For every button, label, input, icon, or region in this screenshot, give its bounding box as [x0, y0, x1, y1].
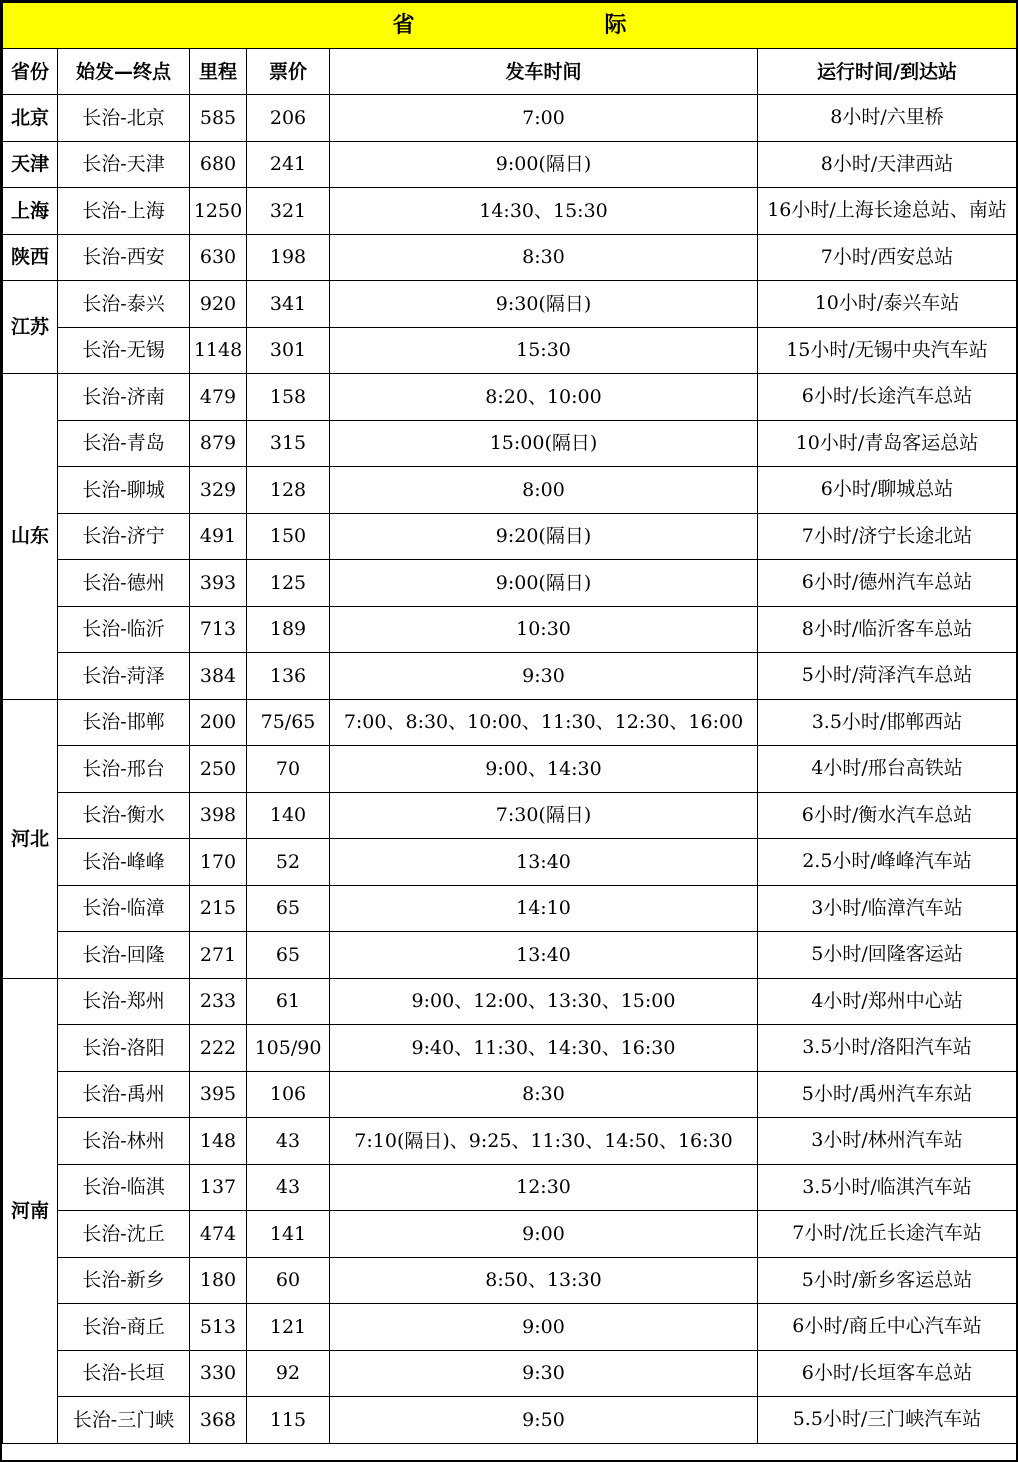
schedule-body	[3, 3, 1017, 1444]
distance-cell: 330	[190, 1350, 247, 1397]
duration-cell: 7小时/济宁长途北站	[758, 513, 1017, 560]
price-cell: 61	[247, 978, 330, 1025]
distance-cell: 713	[190, 606, 247, 653]
price-cell: 140	[247, 792, 330, 839]
departure-cell: 15:00(隔日)	[330, 420, 758, 467]
distance-cell: 148	[190, 1118, 247, 1165]
table-row	[3, 327, 1017, 374]
route-cell: 长治-三门峡	[58, 1397, 190, 1444]
price-cell: 128	[247, 467, 330, 514]
province-cell: 江苏	[3, 281, 58, 374]
table-row	[3, 746, 1017, 793]
route-cell: 长治-北京	[58, 95, 190, 142]
departure-cell: 9:50	[330, 1397, 758, 1444]
duration-cell: 2.5小时/峰峰汽车站	[758, 839, 1017, 886]
price-cell: 315	[247, 420, 330, 467]
departure-cell: 9:00	[330, 1304, 758, 1351]
route-cell: 长治-西安	[58, 234, 190, 281]
duration-cell: 5小时/新乡客运总站	[758, 1257, 1017, 1304]
table-row	[3, 699, 1017, 746]
table-row	[3, 606, 1017, 653]
departure-cell: 7:10(隔日)、9:25、11:30、14:50、16:30	[330, 1118, 758, 1165]
distance-cell: 513	[190, 1304, 247, 1351]
distance-cell: 384	[190, 653, 247, 700]
distance-cell: 250	[190, 746, 247, 793]
province-cell: 河北	[3, 699, 58, 978]
departure-cell: 7:00	[330, 95, 758, 142]
route-cell: 长治-济南	[58, 374, 190, 421]
price-cell: 75/65	[247, 699, 330, 746]
price-cell: 125	[247, 560, 330, 607]
route-cell: 长治-郑州	[58, 978, 190, 1025]
table-row	[3, 141, 1017, 188]
duration-cell: 8小时/六里桥	[758, 95, 1017, 142]
price-cell: 52	[247, 839, 330, 886]
table-row	[3, 885, 1017, 932]
departure-cell: 9:00(隔日)	[330, 560, 758, 607]
route-cell: 长治-上海	[58, 188, 190, 235]
table-row	[3, 1304, 1017, 1351]
distance-cell: 879	[190, 420, 247, 467]
departure-cell: 8:20、10:00	[330, 374, 758, 421]
header-province: 省份	[3, 49, 58, 95]
price-cell: 241	[247, 141, 330, 188]
duration-cell: 5.5小时/三门峡汽车站	[758, 1397, 1017, 1444]
table-row	[3, 839, 1017, 886]
price-cell: 321	[247, 188, 330, 235]
table-row	[3, 1071, 1017, 1118]
price-cell: 158	[247, 374, 330, 421]
departure-cell: 8:00	[330, 467, 758, 514]
duration-cell: 6小时/长垣客车总站	[758, 1350, 1017, 1397]
distance-cell: 233	[190, 978, 247, 1025]
title-row	[3, 3, 1017, 49]
duration-cell: 3小时/林州汽车站	[758, 1118, 1017, 1165]
departure-cell: 14:30、15:30	[330, 188, 758, 235]
departure-cell: 13:40	[330, 839, 758, 886]
duration-cell: 7小时/西安总站	[758, 234, 1017, 281]
route-cell: 长治-邢台	[58, 746, 190, 793]
distance-cell: 170	[190, 839, 247, 886]
distance-cell: 680	[190, 141, 247, 188]
price-cell: 60	[247, 1257, 330, 1304]
distance-cell: 1250	[190, 188, 247, 235]
departure-cell: 9:00、12:00、13:30、15:00	[330, 978, 758, 1025]
schedule-table	[2, 2, 1017, 1444]
price-cell: 65	[247, 932, 330, 979]
header-duration: 运行时间/到达站	[758, 49, 1017, 95]
departure-cell: 15:30	[330, 327, 758, 374]
departure-cell: 10:30	[330, 606, 758, 653]
distance-cell: 222	[190, 1025, 247, 1072]
route-cell: 长治-临漳	[58, 885, 190, 932]
title-right: 际	[604, 12, 627, 38]
route-cell: 长治-禹州	[58, 1071, 190, 1118]
route-cell: 长治-商丘	[58, 1304, 190, 1351]
header-price: 票价	[247, 49, 330, 95]
table-row	[3, 374, 1017, 421]
route-cell: 长治-天津	[58, 141, 190, 188]
price-cell: 105/90	[247, 1025, 330, 1072]
price-cell: 43	[247, 1164, 330, 1211]
duration-cell: 16小时/上海长途总站、南站	[758, 188, 1017, 235]
price-cell: 150	[247, 513, 330, 560]
price-cell: 43	[247, 1118, 330, 1165]
duration-cell: 6小时/商丘中心汽车站	[758, 1304, 1017, 1351]
route-cell: 长治-菏泽	[58, 653, 190, 700]
header-distance: 里程	[190, 49, 247, 95]
route-cell: 长治-邯郸	[58, 699, 190, 746]
departure-cell: 9:00、14:30	[330, 746, 758, 793]
duration-cell: 10小时/青岛客运总站	[758, 420, 1017, 467]
route-cell: 长治-德州	[58, 560, 190, 607]
price-cell: 141	[247, 1211, 330, 1258]
table-row	[3, 1118, 1017, 1165]
duration-cell: 4小时/邢台高铁站	[758, 746, 1017, 793]
duration-cell: 6小时/聊城总站	[758, 467, 1017, 514]
price-cell: 189	[247, 606, 330, 653]
duration-cell: 6小时/长途汽车总站	[758, 374, 1017, 421]
distance-cell: 585	[190, 95, 247, 142]
departure-cell: 9:20(隔日)	[330, 513, 758, 560]
price-cell: 136	[247, 653, 330, 700]
distance-cell: 200	[190, 699, 247, 746]
header-route: 始发—终点	[58, 49, 190, 95]
table-row	[3, 281, 1017, 328]
price-cell: 106	[247, 1071, 330, 1118]
route-cell: 长治-峰峰	[58, 839, 190, 886]
route-cell: 长治-洛阳	[58, 1025, 190, 1072]
province-cell: 上海	[3, 188, 58, 235]
price-cell: 65	[247, 885, 330, 932]
distance-cell: 271	[190, 932, 247, 979]
distance-cell: 180	[190, 1257, 247, 1304]
province-cell: 山东	[3, 374, 58, 700]
header-row	[3, 49, 1017, 95]
price-cell: 115	[247, 1397, 330, 1444]
route-cell: 长治-沈丘	[58, 1211, 190, 1258]
price-cell: 301	[247, 327, 330, 374]
table-title	[3, 3, 1017, 49]
table-row	[3, 467, 1017, 514]
duration-cell: 8小时/临沂客车总站	[758, 606, 1017, 653]
title-left: 省	[392, 12, 415, 38]
duration-cell: 5小时/回隆客运站	[758, 932, 1017, 979]
table-row	[3, 560, 1017, 607]
table-row	[3, 1257, 1017, 1304]
departure-cell: 13:40	[330, 932, 758, 979]
table-row	[3, 1211, 1017, 1258]
departure-cell: 9:30(隔日)	[330, 281, 758, 328]
departure-cell: 9:00	[330, 1211, 758, 1258]
departure-cell: 8:30	[330, 1071, 758, 1118]
route-cell: 长治-济宁	[58, 513, 190, 560]
table-row	[3, 420, 1017, 467]
province-cell: 陕西	[3, 234, 58, 281]
distance-cell: 920	[190, 281, 247, 328]
distance-cell: 479	[190, 374, 247, 421]
price-cell: 70	[247, 746, 330, 793]
route-cell: 长治-临沂	[58, 606, 190, 653]
distance-cell: 395	[190, 1071, 247, 1118]
distance-cell: 630	[190, 234, 247, 281]
duration-cell: 3.5小时/临淇汽车站	[758, 1164, 1017, 1211]
route-cell: 长治-泰兴	[58, 281, 190, 328]
departure-cell: 8:30	[330, 234, 758, 281]
table-row	[3, 1350, 1017, 1397]
distance-cell: 398	[190, 792, 247, 839]
route-cell: 长治-青岛	[58, 420, 190, 467]
distance-cell: 137	[190, 1164, 247, 1211]
duration-cell: 10小时/泰兴车站	[758, 281, 1017, 328]
route-cell: 长治-回隆	[58, 932, 190, 979]
distance-cell: 393	[190, 560, 247, 607]
duration-cell: 3小时/临漳汽车站	[758, 885, 1017, 932]
table-row	[3, 932, 1017, 979]
route-cell: 长治-长垣	[58, 1350, 190, 1397]
duration-cell: 15小时/无锡中央汽车站	[758, 327, 1017, 374]
table-row	[3, 792, 1017, 839]
price-cell: 206	[247, 95, 330, 142]
duration-cell: 7小时/沈丘长途汽车站	[758, 1211, 1017, 1258]
duration-cell: 5小时/禹州汽车东站	[758, 1071, 1017, 1118]
duration-cell: 5小时/菏泽汽车总站	[758, 653, 1017, 700]
distance-cell: 368	[190, 1397, 247, 1444]
departure-cell: 7:00、8:30、10:00、11:30、12:30、16:00	[330, 699, 758, 746]
duration-cell: 3.5小时/洛阳汽车站	[758, 1025, 1017, 1072]
route-cell: 长治-无锡	[58, 327, 190, 374]
distance-cell: 215	[190, 885, 247, 932]
route-cell: 长治-衡水	[58, 792, 190, 839]
price-cell: 341	[247, 281, 330, 328]
table-row	[3, 188, 1017, 235]
header-departure: 发车时间	[330, 49, 758, 95]
route-cell: 长治-新乡	[58, 1257, 190, 1304]
departure-cell: 9:00(隔日)	[330, 141, 758, 188]
route-cell: 长治-临淇	[58, 1164, 190, 1211]
departure-cell: 8:50、13:30	[330, 1257, 758, 1304]
table-row	[3, 1025, 1017, 1072]
departure-cell: 9:40、11:30、14:30、16:30	[330, 1025, 758, 1072]
route-cell: 长治-聊城	[58, 467, 190, 514]
table-row	[3, 1164, 1017, 1211]
price-cell: 198	[247, 234, 330, 281]
route-cell: 长治-林州	[58, 1118, 190, 1165]
duration-cell: 4小时/郑州中心站	[758, 978, 1017, 1025]
duration-cell: 6小时/衡水汽车总站	[758, 792, 1017, 839]
province-cell: 北京	[3, 95, 58, 142]
price-cell: 121	[247, 1304, 330, 1351]
duration-cell: 8小时/天津西站	[758, 141, 1017, 188]
province-cell: 河南	[3, 978, 58, 1443]
price-cell: 92	[247, 1350, 330, 1397]
distance-cell: 329	[190, 467, 247, 514]
table-row	[3, 1397, 1017, 1444]
province-cell: 天津	[3, 141, 58, 188]
table-row	[3, 234, 1017, 281]
duration-cell: 6小时/德州汽车总站	[758, 560, 1017, 607]
table-row	[3, 978, 1017, 1025]
departure-cell: 7:30(隔日)	[330, 792, 758, 839]
duration-cell: 3.5小时/邯郸西站	[758, 699, 1017, 746]
departure-cell: 9:30	[330, 653, 758, 700]
distance-cell: 491	[190, 513, 247, 560]
departure-cell: 14:10	[330, 885, 758, 932]
distance-cell: 474	[190, 1211, 247, 1258]
departure-cell: 12:30	[330, 1164, 758, 1211]
distance-cell: 1148	[190, 327, 247, 374]
table-row	[3, 653, 1017, 700]
table-row	[3, 513, 1017, 560]
departure-cell: 9:30	[330, 1350, 758, 1397]
table-row	[3, 95, 1017, 142]
